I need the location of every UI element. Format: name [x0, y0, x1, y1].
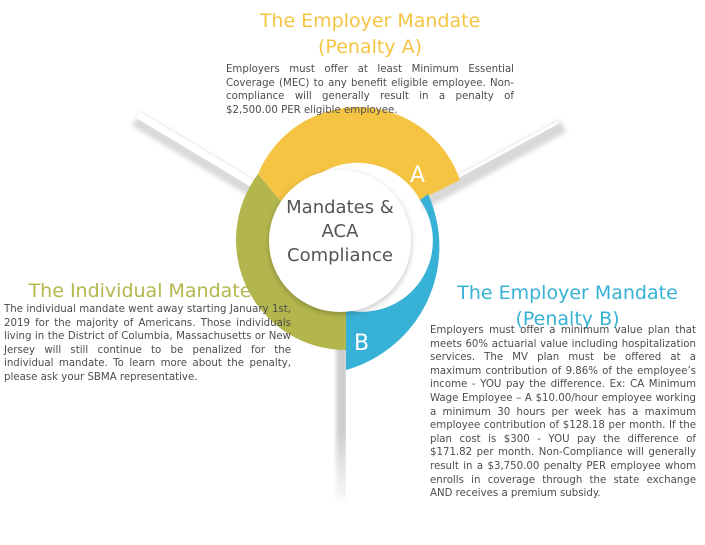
center-label-line-2: ACA	[321, 221, 359, 242]
penalty-b-title-line-1: The Employer Mandate	[457, 282, 678, 304]
center-label	[270, 196, 410, 268]
arc-label-b: B	[354, 331, 370, 356]
arc-label-a: A	[410, 163, 426, 188]
center-label-line-3: Compliance	[287, 245, 393, 266]
penalty-b-title-line-2: (Penalty B)	[515, 308, 620, 330]
center-label-line-1: Mandates &	[286, 197, 394, 218]
penalty-a-title-line-1: The Employer Mandate	[259, 10, 481, 32]
individual-mandate-body: The individual mandate went away starting January 1st, 2019 for the majority of Americans. Those individuals living in the District of Columbia, Massachusetts or New Jersey will still continue to be penalized for the individual mandate. To learn more about the penalty, please ask your SBMA representative.	[4, 304, 291, 383]
penalty-b-body: Employers must offer a minimum value plan that meets 60% actuarial value including hospitalization services. The MV plan must be offered at a maximum contribution of 9.86% of the employee’s income - YOU pay the difference. Ex: CA Minimum Wage Employee – A $10.00/hour employee working a minimum 30 hours per week has a maximum employee contribution of $128.18 per month. If the plan cost is $300 - YOU pay the difference of $171.82 per month. Non-Compliance will generally result in a $3,750.00 penalty PER employee whom enrolls in coverage through the state exchange AND receives a premium subsidy.	[430, 325, 696, 500]
penalty-a-body: Employers must offer at least Minimum Essential Coverage (MEC) to any benefit eligible employee. Non-compliance will generally result in a penalty of $2,500.00 PER eligible employee.	[226, 64, 514, 116]
penalty-a-title-line-2: (Penalty A)	[318, 36, 422, 58]
individual-mandate-title: The Individual Mandate	[28, 280, 252, 302]
penalty-a-title	[225, 8, 515, 60]
